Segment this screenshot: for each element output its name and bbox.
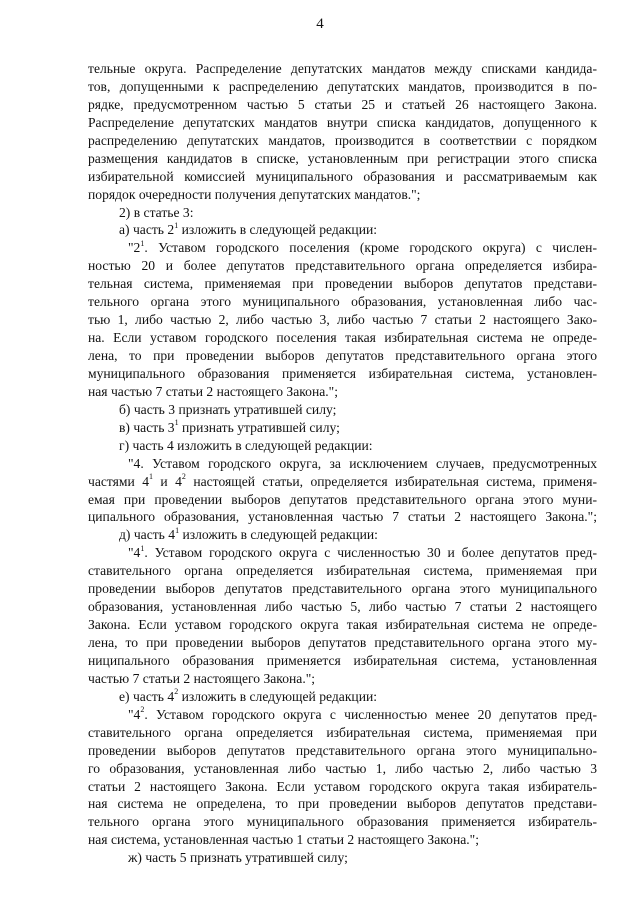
text-run: образования, установленная либо частью 5, либо частью 7 статьи 2 настоящего [88, 599, 597, 615]
text-line [88, 795, 597, 813]
superscript-index: 2 [174, 687, 179, 697]
text-line [88, 221, 597, 239]
text-run: ная система, установленная частью 1 статьи 2 настоящего Закона."; [88, 832, 479, 848]
text-run: . Уставом городского округа с численностью 30 и более депутатов пред- [144, 545, 597, 561]
text-run: Распределение депутатских мандатов внутри списка кандидатов, допущенного к [88, 114, 597, 130]
text-run: и 4 [153, 473, 182, 489]
text-line [88, 437, 597, 455]
superscript-index: 1 [174, 418, 179, 428]
text-run: тельная система, применяемая при проведении выборов депутатов представи- [88, 276, 597, 292]
text-run: . Уставом городского округа с численностью менее 20 депутатов пред- [144, 706, 597, 722]
text-line [88, 365, 597, 383]
text-run: муниципального образования применяется избирательная система, установлен- [88, 365, 597, 381]
text-line [88, 204, 597, 222]
text-run: тельного органа этого муниципального образования, установленная либо час- [88, 294, 597, 310]
text-run: тельные округа. Распределение депутатских мандатов между списками кандида- [88, 61, 597, 76]
text-run: е) часть 4 [119, 688, 175, 704]
text-run: "2 [128, 240, 141, 256]
text-run: ж) часть 5 признать утратившей силу; [128, 850, 348, 866]
text-line [88, 473, 597, 491]
text-line [88, 401, 597, 419]
text-run: в) часть 3 [119, 419, 175, 435]
text-run: го образования, установленная либо частью 1, либо частью 2, либо частью 3 [88, 760, 597, 776]
text-run: ностью 20 и более депутатов представительного органа определяется избира- [88, 258, 597, 274]
text-run: "4 [128, 545, 141, 561]
text-line [88, 186, 597, 204]
text-run: избирательной комиссией муниципального образования и рассматриваемым как [88, 168, 597, 184]
text-line [88, 544, 597, 562]
text-line [88, 60, 597, 78]
text-run: проведении выборов депутатов представительного органа этого муниципально- [88, 742, 597, 758]
document-body [88, 60, 597, 867]
text-line [88, 96, 597, 114]
text-run: изложить в следующей редакции: [179, 527, 378, 543]
text-run: изложить в следующей редакции: [178, 688, 378, 704]
text-line [88, 150, 597, 168]
text-run: ниципального образования применяется избирательная система, установленная [88, 652, 597, 668]
text-run: изложить в следующей редакции: [178, 222, 378, 238]
text-line [88, 168, 597, 186]
text-line [88, 491, 597, 509]
superscript-index: 1 [149, 472, 154, 482]
text-line [88, 813, 597, 831]
text-line [88, 760, 597, 778]
text-run: тов, допущенными к распределению депутатских мандатов, производится в по- [88, 78, 597, 94]
text-line [88, 831, 597, 849]
superscript-index: 2 [140, 705, 145, 715]
text-line [88, 670, 597, 688]
text-run: г) часть 4 изложить в следующей редакции: [119, 437, 373, 453]
text-run: лена, то при проведении выборов депутатов представительного органа этого [88, 348, 597, 363]
text-line [88, 562, 597, 580]
text-run: "4 [128, 706, 141, 722]
text-line [88, 78, 597, 96]
text-run: проведении выборов депутатов представительного органа этого муниципального [88, 581, 597, 597]
text-line [88, 329, 597, 347]
text-line [88, 598, 597, 616]
text-line [88, 616, 597, 634]
text-run: б) часть 3 признать утратившей силу; [119, 401, 337, 417]
text-run: признать утратившей силу; [178, 419, 340, 435]
text-run: частью 7 статьи 2 настоящего Закона."; [88, 670, 316, 686]
text-line [88, 347, 597, 365]
text-run: на. Если уставом городского поселения такая избирательная система не опреде- [88, 330, 597, 346]
text-run: д) часть 4 [119, 527, 176, 543]
text-run: статьи 2 настоящего Закона. Если уставом городского округа такая избиратель- [88, 778, 597, 794]
text-line [88, 742, 597, 760]
text-run: порядок очередности получения депутатских мандатов."; [88, 186, 421, 202]
text-line [88, 455, 597, 473]
text-line [88, 580, 597, 598]
superscript-index: 1 [140, 238, 145, 248]
text-run: . Уставом городского поселения (кроме городского округа) с числен- [144, 240, 597, 256]
text-run: тью 1, либо частью 2, либо частью 3, либо частью 7 статьи 2 настоящего Зако- [88, 312, 597, 328]
text-line [88, 778, 597, 796]
text-line [88, 311, 597, 329]
text-line [88, 293, 597, 311]
text-run: ставительного органа определяется избирательная система, применяемая при [88, 724, 597, 740]
superscript-index: 1 [140, 543, 145, 553]
text-line [88, 652, 597, 670]
text-run: ципального образования, установленная частью 7 статьи 2 настоящего Закона."; [88, 509, 597, 525]
text-line [88, 634, 597, 652]
text-line [88, 383, 597, 401]
superscript-index: 1 [175, 525, 180, 535]
text-line [88, 688, 597, 706]
text-run: распределению депутатских мандатов, производится в соответствии с порядком [88, 132, 597, 148]
text-run: "4. Уставом городского округа, за исключением случаев, предусмотренных [128, 455, 597, 471]
text-line [88, 239, 597, 257]
text-run: частями 4 [88, 473, 150, 489]
text-run: емая при проведении выборов депутатов представительного органа этого муни- [88, 491, 597, 507]
text-run: Закона. Если уставом городского округа такая избирательная система не опреде- [88, 617, 597, 633]
text-line [88, 706, 597, 724]
text-run: тельного органа этого муниципального образования применяется избиратель- [88, 814, 597, 830]
text-run: 2) в статье 3: [119, 204, 194, 220]
text-line [88, 508, 597, 526]
text-line [88, 526, 597, 544]
text-line [88, 132, 597, 150]
text-line [88, 724, 597, 742]
text-line [88, 257, 597, 275]
superscript-index: 1 [174, 220, 179, 230]
text-run: ставительного органа определяется избирательная система, применяемая при [88, 563, 597, 579]
superscript-index: 2 [181, 472, 186, 482]
text-run: а) часть 2 [119, 222, 175, 238]
text-run: лена, то при проведении выборов депутатов представительного органа этого му- [88, 635, 597, 650]
text-line [88, 419, 597, 437]
text-run: рядке, предусмотренном частью 5 статьи 25 и статьей 26 настоящего Закона. [88, 96, 597, 112]
text-run: размещения кандидатов в списке, установленным при регистрации этого списка [88, 150, 597, 166]
text-run: настоящей статьи, определяется избирательная система, применя- [185, 473, 597, 489]
text-run: ная система не определена, то при проведении выборов депутатов представи- [88, 796, 597, 812]
text-run: ная частью 7 статьи 2 настоящего Закона."; [88, 383, 338, 399]
text-line [88, 275, 597, 293]
page-number: 4 [316, 16, 324, 32]
text-line [88, 849, 597, 867]
text-line [88, 114, 597, 132]
